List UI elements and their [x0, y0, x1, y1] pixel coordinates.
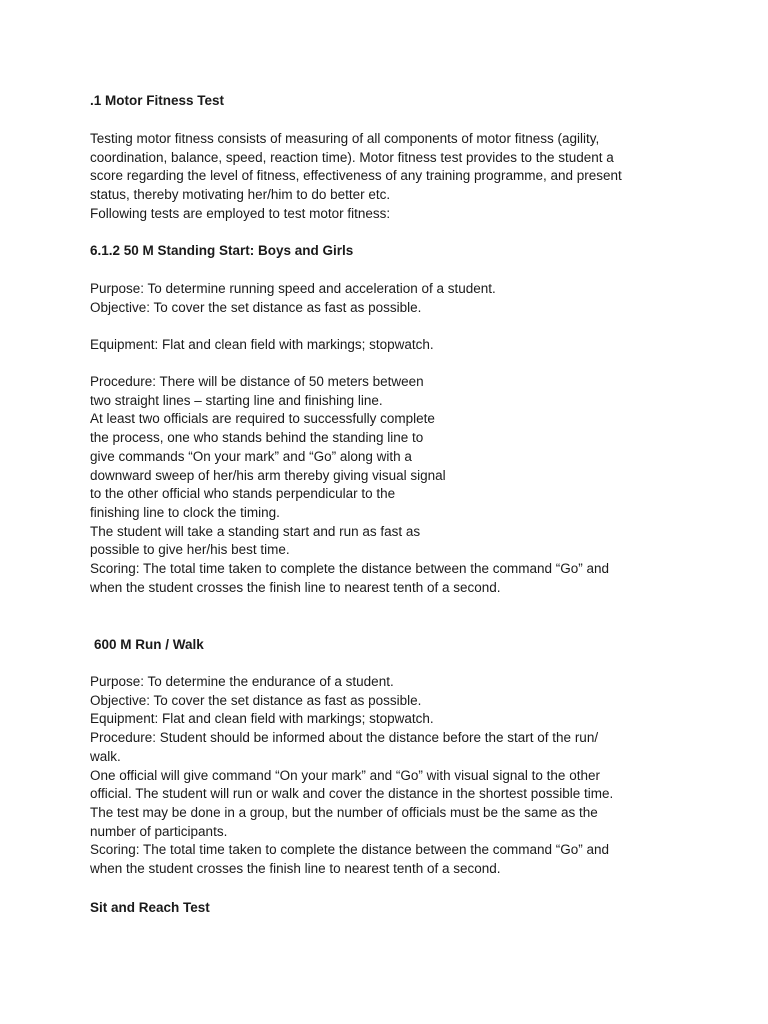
text-line: walk.: [90, 748, 121, 764]
text-line: Purpose: To determine running speed and acceleration of a student.: [90, 281, 496, 296]
paragraph-motor-fitness-intro: [90, 130, 650, 224]
text-line: One official will give command “On your mark” and “Go” with visual signal to the other: [90, 767, 600, 783]
text-line: give commands “On your mark” and “Go” along with a: [90, 448, 412, 464]
text-line: Procedure: Student should be informed about the distance before the start of the run/: [90, 730, 599, 746]
paragraph-600m-run-walk: [90, 673, 650, 879]
text-line: Objective: To cover the set distance as fast as possible.: [90, 299, 422, 315]
text-line: Testing motor fitness consists of measuring of all components of motor fitness (agility,: [90, 131, 600, 146]
text-line: Objective: To cover the set distance as fast as possible.: [90, 692, 422, 708]
text-line: number of participants.: [90, 823, 228, 839]
text-line: status, thereby motivating her/him to do better etc.: [90, 187, 391, 203]
text-line: Purpose: To determine the endurance of a student.: [90, 674, 394, 689]
text-line: Procedure: There will be distance of 50 meters between: [90, 374, 424, 389]
text-line: At least two officials are required to successfully complete: [90, 411, 435, 427]
text-line: finishing line to clock the timing.: [90, 504, 280, 520]
text-line: to the other official who stands perpendicular to the: [90, 486, 396, 502]
section-heading-motor-fitness-test: .1 Motor Fitness Test: [90, 93, 225, 108]
text-line: Scoring: The total time taken to complete the distance between the command “Go” and: [90, 842, 610, 858]
text-line: coordination, balance, speed, reaction time). Motor fitness test provides to the student a: [90, 149, 614, 165]
text-line: The student will take a standing start and run as fast as: [90, 523, 421, 539]
paragraph-procedure: [90, 373, 650, 597]
text-line: Following tests are employed to test motor fitness:: [90, 205, 391, 221]
text-line: possible to give her/his best time.: [90, 542, 290, 558]
text-line: when the student crosses the finish line to nearest tenth of a second.: [90, 861, 501, 877]
text-line: downward sweep of her/his arm thereby giving visual signal: [90, 467, 446, 483]
paragraph-equipment: [90, 336, 650, 355]
section-heading-sit-and-reach-test: Sit and Reach Test: [90, 900, 210, 915]
text-line: score regarding the level of fitness, effectiveness of any training programme, and present: [90, 168, 622, 184]
text-line: The test may be done in a group, but the number of officials must be the same as the: [90, 804, 598, 820]
section-heading-600m-run-walk: 600 M Run / Walk: [94, 637, 204, 652]
text-line: when the student crosses the finish line to nearest tenth of a second.: [90, 579, 501, 595]
text-line: two straight lines – starting line and finishing line.: [90, 392, 383, 408]
section-heading-50m-standing-start: 6.1.2 50 M Standing Start: Boys and Girls: [90, 243, 354, 258]
text-line: Equipment: Flat and clean field with markings; stopwatch.: [90, 337, 434, 352]
text-line: the process, one who stands behind the standing line to: [90, 430, 424, 446]
text-line: official. The student will run or walk and cover the distance in the shortest possible time.: [90, 786, 614, 802]
text-line: Scoring: The total time taken to complete the distance between the command “Go” and: [90, 561, 610, 577]
text-line: Equipment: Flat and clean field with markings; stopwatch.: [90, 711, 434, 727]
paragraph-purpose-objective: [90, 280, 650, 317]
